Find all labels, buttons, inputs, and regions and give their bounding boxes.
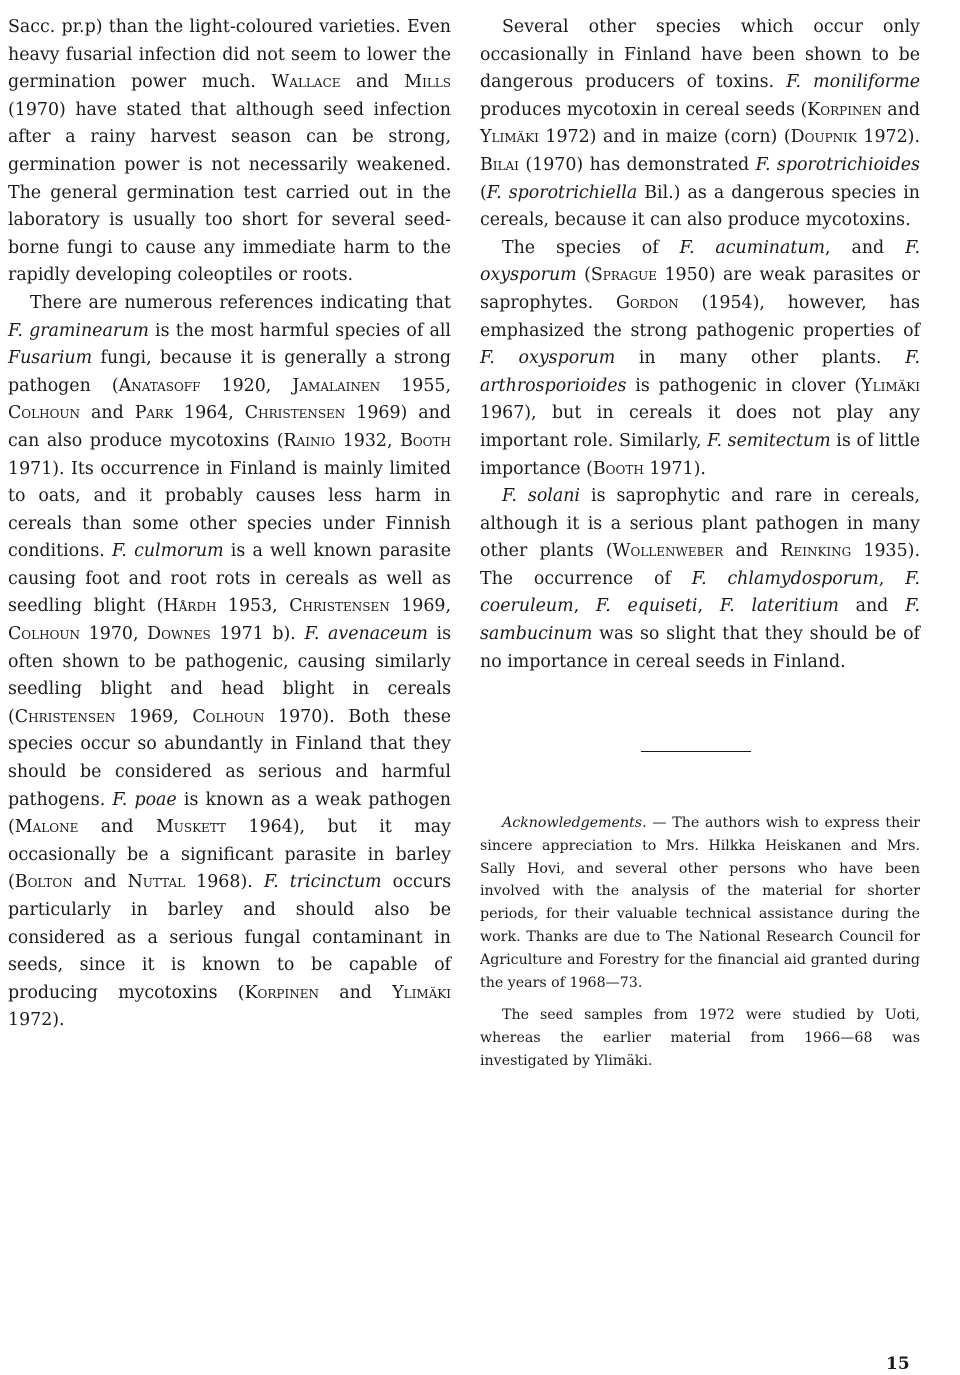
left-paragraph-2: There are numerous references indicating that F. graminearum is the most harmful species of all Fusarium fungi, because it is generally a strong pathogen (Anatasoff 1920, Jamalainen 1955, Colhoun and Park 1964, Christensen 1969) and can also produce mycotoxins (Rainio 1932, Booth 1971). Its occurrence in Finland is mainly limited to oats, and it probably causes less harm in cereals than some other species under Finnish conditions. F. culmorum is a well known parasite causing foot and root rots in cereals as well as seedling blight (Hårdh 1953, Christensen 1969, Colhoun 1970, Downes 1971 b). F. avenaceum is often shown to be pathogenic, causing similarly seedling blight and head blight in cereals (Christensen 1969, Colhoun 1970). Both these species occur so abundantly in Finland that they should be considered as serious and harmful pathogens. F. poae is known as a weak pathogen (Malone and Muskett 1964), but it may occasionally be a significant parasite in barley (Bolton and Nuttal 1968). F. tricinctum occurs particularly in barley and should also be considered as a serious fungal contaminant in seeds, since it is known to be capable of producing mycotoxins (Korpinen and Ylimäki 1972). (8, 292, 452, 1031)
right-paragraph-3: F. solani is saprophytic and rare in cereals, although it is a serious plant pathogen in many other plants (Wollenweber and Reinking 1935). The occurrence of F. chlamydosporum, F. coeruleum, F. equiseti, F. lateritium and F. sambucinum was so slight that they should be of no importance in cereal seeds in Finland. (480, 486, 920, 672)
acknowledgements-paragraph-2: The seed samples from 1972 were studied by Uoti, whereas the earlier material from 1966—68 was investigated by Ylimäki. (480, 1007, 920, 1069)
left-paragraph-1: Sacc. pr.p) than the light-coloured varieties. Even heavy fusarial infection did not seem to lower the germination power much. Wallace and Mills (1970) have stated that although seed infection after a rainy harvest season can be strong, germination power is not necessarily weakened. The general germination test carried out in the laboratory is usually too short for several seed-borne fungi to cause any immediate harm to the rapidly developing coleoptiles or roots. (8, 17, 451, 286)
acknowledgements-paragraph-1: Acknowledgements. — The authors wish to express their sincere appreciation to Mrs. Hilkka Heiskanen and Mrs. Sally Hovi, and several other persons who have been involved with the analysis of the material for shorter periods, for their valuable technical assistance during the work. Thanks are due to The National Research Council for Agriculture and Forestry for the financial aid granted during the years of 1968—73. (480, 815, 920, 991)
acknowledgements-title: Acknowledgements. (502, 815, 647, 831)
page-number: 15 (886, 1354, 910, 1374)
right-paragraph-2: The species of F. acuminatum, and F. oxysporum (Sprague 1950) are weak parasites or saprophytes. Gordon (1954), however, has emphasized the strong pathogenic properties of F. oxysporum in many other plants. F. arthrosporioides is pathogenic in clover (Ylimäki 1967), but in cereals it does not play any important role. Similarly, F. semitectum is of little importance (Booth 1971). (480, 237, 920, 479)
left-column (8, 14, 451, 1035)
right-column (480, 14, 920, 676)
section-divider-rule (641, 751, 751, 752)
acknowledgements-section (480, 812, 920, 1073)
right-paragraph-1: Several other species which occur only occasionally in Finland have been shown to be dangerous producers of toxins. F. moniliforme produces mycotoxin in cereal seeds (Korpinen and Ylimäki 1972) and in maize (corn) (Doupnik 1972). Bilai (1970) has demonstrated F. sporotrichioides (F. sporotrichiella Bil.) as a dangerous species in cereals, because it can also produce mycotoxins. (480, 17, 921, 231)
